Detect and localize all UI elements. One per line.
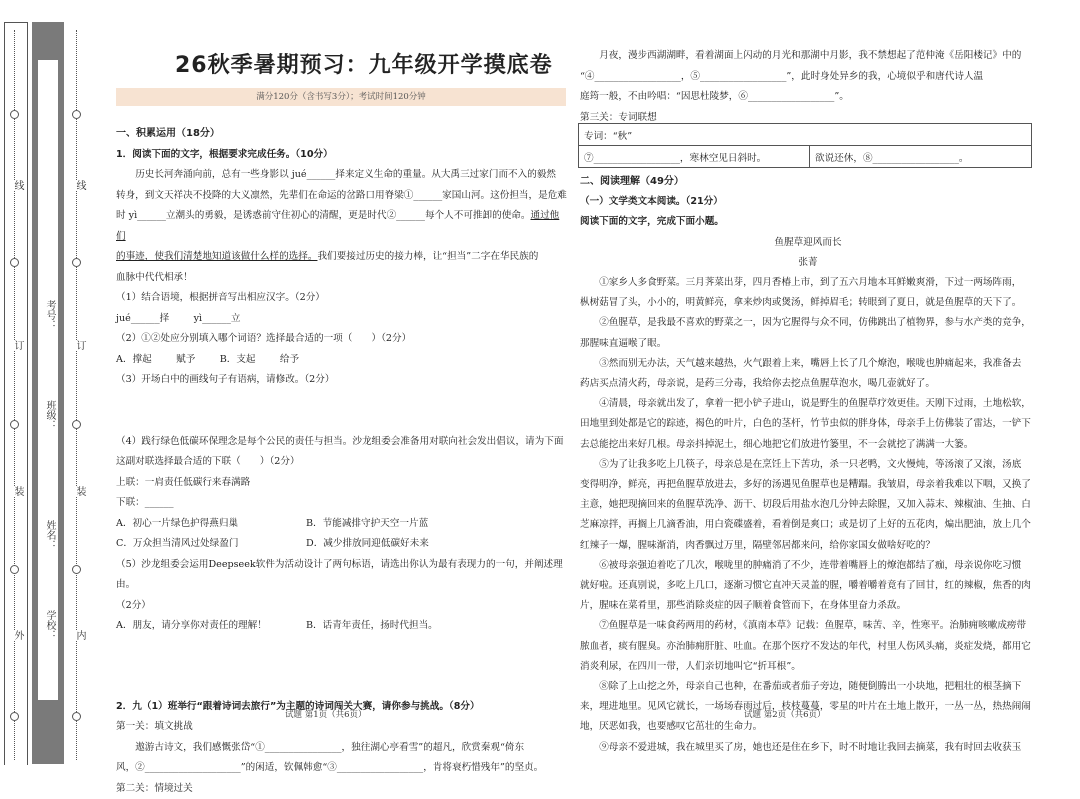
- couplet-lower[interactable]: 下联：______: [116, 493, 568, 514]
- q2-text: 风，②____________________”的闲适，钦佩韩愈“③__________________，肯将衰朽惜残年”的坚贞。: [116, 758, 568, 779]
- page2-column-top: [580, 46, 1036, 128]
- q1-sub5: （2分）: [116, 596, 568, 617]
- binding-border: [4, 22, 28, 765]
- binding-hole: [10, 258, 19, 267]
- poem-text: 庭筠一般，不由吟唱：“因思杜陵梦，⑥__________________”。: [580, 87, 1036, 108]
- table-header: 专词：“秋”: [579, 124, 1032, 146]
- underlined-sentence: 的事迹，使我们清楚地知道该做什么样的选择。: [116, 251, 317, 262]
- q1-sub3: （3）开场白中的画线句子有语病，请修改。（2分）: [116, 370, 568, 391]
- slogan-a[interactable]: A．朋友，请分享你对责任的理解！: [116, 616, 306, 637]
- essay-line: ③然而别无办法，天气越来越热，火气跟着上来，嘴唇上长了几个燎泡，喉咙也肿痛起来，我准备去: [580, 354, 1036, 374]
- q1-sub5: （5）沙龙组委会运用Deepseek软件为活动设计了两句标语，请选出你认为最有表现力的一句，并阐述理由。: [116, 555, 568, 596]
- binding-dotted-line-inner: [76, 30, 77, 760]
- poem-text: “④__________________，⑤__________________”，此时身处异乡的我，心境似乎和唐代诗人温: [580, 67, 1036, 88]
- binding-hole: [10, 110, 19, 119]
- poem-text: 月夜，漫步西湖湖畔，看着湖面上闪动的月光和那湖中月影，我不禁想起了范仲淹《岳阳楼记》中的: [580, 46, 1036, 67]
- essay-line: 地，厌恶如我，也要感叹它茁壮的生命力。: [580, 717, 1036, 737]
- essay-line: 就好啦。还真别说，多吃上几口，逐渐习惯它直冲天灵盖的腥，嚼着嚼着竟有了回甘，红的辣椒，焦香的肉: [580, 576, 1036, 596]
- binding-line-label: 线: [10, 180, 25, 190]
- word-association-table: [578, 123, 1032, 168]
- q1-text: 时 yì______立潮头的勇毅，是诱惑前守住初心的清醒，更是时代②______每个人不可推卸的使命。: [116, 210, 530, 221]
- binding-inner-strip: [38, 60, 58, 700]
- school-field[interactable]: 学校：: [42, 610, 57, 640]
- essay-line: 红辣子一爆，腥味渐消，肉香飘过万里，隔壁邻居都来问，给你家国女做啥好吃的？: [580, 536, 1036, 556]
- essay-line: ⑥被母亲强迫着吃了几次，喉咙里的肿痛消了不少，连带着嘴唇上的燎泡都结了痂，母亲说你吃习惯: [580, 556, 1036, 576]
- essay-line: 芝麻凉拌，再搁上几滴香油，用白瓷碟盛着，看着倒是爽口；或是切了上好的五花肉，煸出肥油，放上几个: [580, 515, 1036, 535]
- answer-space[interactable]: [116, 391, 568, 432]
- binding-out-label: 外: [10, 630, 25, 640]
- q1-sub4: 这副对联选择最合适的下联（ ）（2分）: [116, 452, 568, 473]
- binding-order-label: 订: [10, 340, 25, 350]
- essay-line: 片，腥味在菜肴里，那些消除炎症的因子顺着食管而下，在身体里奋力杀敌。: [580, 596, 1036, 616]
- binding-hole: [10, 712, 19, 721]
- essay-line: 来，埋进地里。见风它就长，一场场春雨过后，枝枝蔓蔓，零星的叶片在土地上散开，一丛一丛，热热闹闹: [580, 697, 1036, 717]
- q1-heading: 1．阅读下面的文字，根据要求完成任务。（10分）: [116, 145, 568, 166]
- essay-author: 张菁: [580, 253, 1036, 273]
- q1-sub2: （2）①②处应分别填入哪个词语？选择最合适的一项（ ）（2分）: [116, 329, 568, 350]
- table-cell-blank-7[interactable]: ⑦__________________，寒林空见日斜时。: [579, 146, 810, 168]
- option-a[interactable]: A．初心一片绿色护得燕归巢: [116, 514, 306, 535]
- essay-line: ①家乡人多食野菜。三月荠菜出芽，四月香椿上市，到了五六月地本耳鲜嫩爽滑，下过一两场阵雨，: [580, 273, 1036, 293]
- essay-line: 去总能挖出来好几根。母亲抖掉泥土，细心地把它们放进竹篓里，不一会就挖了满满一大篓。: [580, 435, 1036, 455]
- essay-line: ④清晨，母亲就出发了，拿着一把小铲子进山，说是野生的鱼腥草疗效更佳。天刚下过雨，土地松软，: [580, 394, 1036, 414]
- binding-hole: [72, 565, 81, 574]
- essay-line: 变得明净，鲜亮，再把鱼腥草放进去，多好的汤遇见鱼腥草也是糟蹋。我皱眉，母亲着我难以下咽，又换了: [580, 475, 1036, 495]
- binding-order-label: 订: [72, 340, 87, 350]
- q1-text: 血脉中代代相承！: [116, 268, 568, 289]
- page1-footer: 试题 第1页（共6页）: [285, 708, 367, 720]
- q1-text: 历史长河奔涌向前，总有一些身影以 jué______择来定义生命的重量。从大禹三过家门而不入的毅然: [116, 165, 568, 186]
- class-field[interactable]: 班级：: [42, 400, 57, 430]
- level1-label: 第一关：填文挑战: [116, 717, 568, 738]
- name-field[interactable]: 姓名：: [42, 520, 57, 550]
- essay-line: ⑦鱼腥草是一味食药两用的药材，《滇南本草》记载：鱼腥草，味苦、辛，性寒平。治肺痈咳嗽成痨带: [580, 616, 1036, 636]
- page-title: 26秋季暑期预习：九年级开学摸底卷: [175, 48, 553, 79]
- table-cell-blank-8[interactable]: 欲说还休，⑧__________________。: [810, 146, 1032, 168]
- subsection-heading: （一）文学类文本阅读。（21分）: [580, 192, 1036, 212]
- essay-line: 脓血者，痰有腥臭。亦治肺痈肝脏、吐血。在那个医疗不发达的年代，村里人伤风头痛，炎症发烧，都用它: [580, 637, 1036, 657]
- essay-line: 田地里到处都是它的踪迹，褐色的叶片，白色的茎杆，竹节虫似的胖身体，母亲手上仿佛装了雷达，一铲下: [580, 414, 1036, 434]
- q1-text: 转身，到文天祥决不投降的大义凛然，先辈们在命运的岔路口用脊梁①______家国山河。这份担当，是危难: [116, 186, 568, 207]
- binding-dotted-line-outer: [14, 30, 15, 760]
- binding-line-label: 线: [72, 180, 87, 190]
- slogan-b[interactable]: B．话青年责任，扬时代担当。: [306, 616, 438, 637]
- underlined-sentence: 通过他们: [116, 210, 559, 242]
- essay-title: 鱼腥草迎风而长: [580, 233, 1036, 253]
- reading-prompt: 阅读下面的文字，完成下面小题。: [580, 212, 1036, 232]
- couplet-upper: 上联：一肩责任低碳行来春满路: [116, 473, 568, 494]
- essay-line: 枞树菇冒了头，小小的，明黄鲜亮，拿来炒肉或煲汤，鲜掉眉毛；转眼到了夏日，就是鱼腥草的天下了。: [580, 293, 1036, 313]
- essay-line: ⑤为了让我多吃上几筷子，母亲总是在烹饪上下苦功，杀一只老鸭，文火慢炖，等汤滚了又滚，汤底: [580, 455, 1036, 475]
- essay-line: ⑧除了上山挖之外，母亲自己也种，在番茄或者茄子旁边，随便倒腾出一小块地，把粗壮的根茎摘下: [580, 677, 1036, 697]
- binding-hole: [72, 110, 81, 119]
- option-b[interactable]: B．节能减排守护天空一片蓝: [306, 514, 428, 535]
- page2-column-reading: [580, 172, 1036, 758]
- answer-space[interactable]: [116, 637, 568, 697]
- option-c[interactable]: C．万众担当清风过处绿盈门: [116, 534, 306, 555]
- q1-sub4: （4）践行绿色低碳环保理念是每个公民的责任与担当。沙龙组委会准备用对联向社会发出倡议，请为下面: [116, 432, 568, 453]
- binding-hole: [10, 420, 19, 429]
- binding-seal-label: 装: [72, 486, 87, 496]
- essay-line: 主意，她把现摘回来的鱼腥草洗净、沥干、切段后用盐水泡几分钟去除腥，又加入蒜末、辣椒油、生抽、白: [580, 495, 1036, 515]
- exam-number-field[interactable]: 考号：: [42, 300, 57, 330]
- binding-seal-label: 装: [10, 486, 25, 496]
- binding-hole: [10, 565, 19, 574]
- q1-sub1-answer[interactable]: jué______择 yì______立: [116, 309, 568, 330]
- binding-in-label: 内: [72, 630, 87, 640]
- q2-heading: 2．九（1）班举行“跟着诗词去旅行”为主题的诗词闯关大赛，请你参与挑战。（8分）: [116, 697, 568, 718]
- level2-label: 第二关：情境过关: [116, 779, 568, 799]
- essay-body: [580, 273, 1036, 758]
- page1-column: [116, 124, 568, 799]
- page2-footer: 试题 第2页（共6页）: [744, 708, 826, 720]
- level3-label: 第三关：专词联想: [580, 108, 1036, 129]
- binding-hole: [72, 420, 81, 429]
- q1-sub1: （1）结合语境，根据拼音写出相应汉字。（2分）: [116, 288, 568, 309]
- option-d[interactable]: D．减少排放同迎低碳好未来: [306, 534, 429, 555]
- q2-text: 遨游古诗文，我们感慨张岱“①________________，独往湖心亭看雪”的超凡，欣赏秦观“倚东: [116, 738, 568, 759]
- q1-text: 我们要接过历史的接力棒，让“担当”二字在华民族的: [317, 251, 538, 262]
- essay-line: 药店买点清火药，母亲说，是药三分毒，我给你去挖点鱼腥草泡水，喝几壶就好了。: [580, 374, 1036, 394]
- essay-line: 消炎利尿，在四川一带，人们亲切地叫它“折耳根”。: [580, 657, 1036, 677]
- binding-hole: [72, 258, 81, 267]
- essay-line: 那腥味直逼喉了眼。: [580, 334, 1036, 354]
- essay-line: ②鱼腥草，是我最不喜欢的野菜之一，因为它腥得与众不同，仿佛跳出了植物界，参与水产类的竞争，: [580, 313, 1036, 333]
- section1-heading: 一、积累运用（18分）: [116, 124, 568, 145]
- section2-heading: 二、阅读理解（49分）: [580, 172, 1036, 192]
- essay-line: ⑨母亲不爱进城，我在城里买了房，她也还是住在乡下，时不时地让我回去摘菜，我有时回去收获玉: [580, 738, 1036, 758]
- q1-sub2-options[interactable]: A．撑起 赋予 B．支起 给予: [116, 350, 568, 371]
- score-info-bar: 满分120分（含书写3分）；考试时间120分钟: [116, 88, 566, 106]
- binding-hole: [72, 712, 81, 721]
